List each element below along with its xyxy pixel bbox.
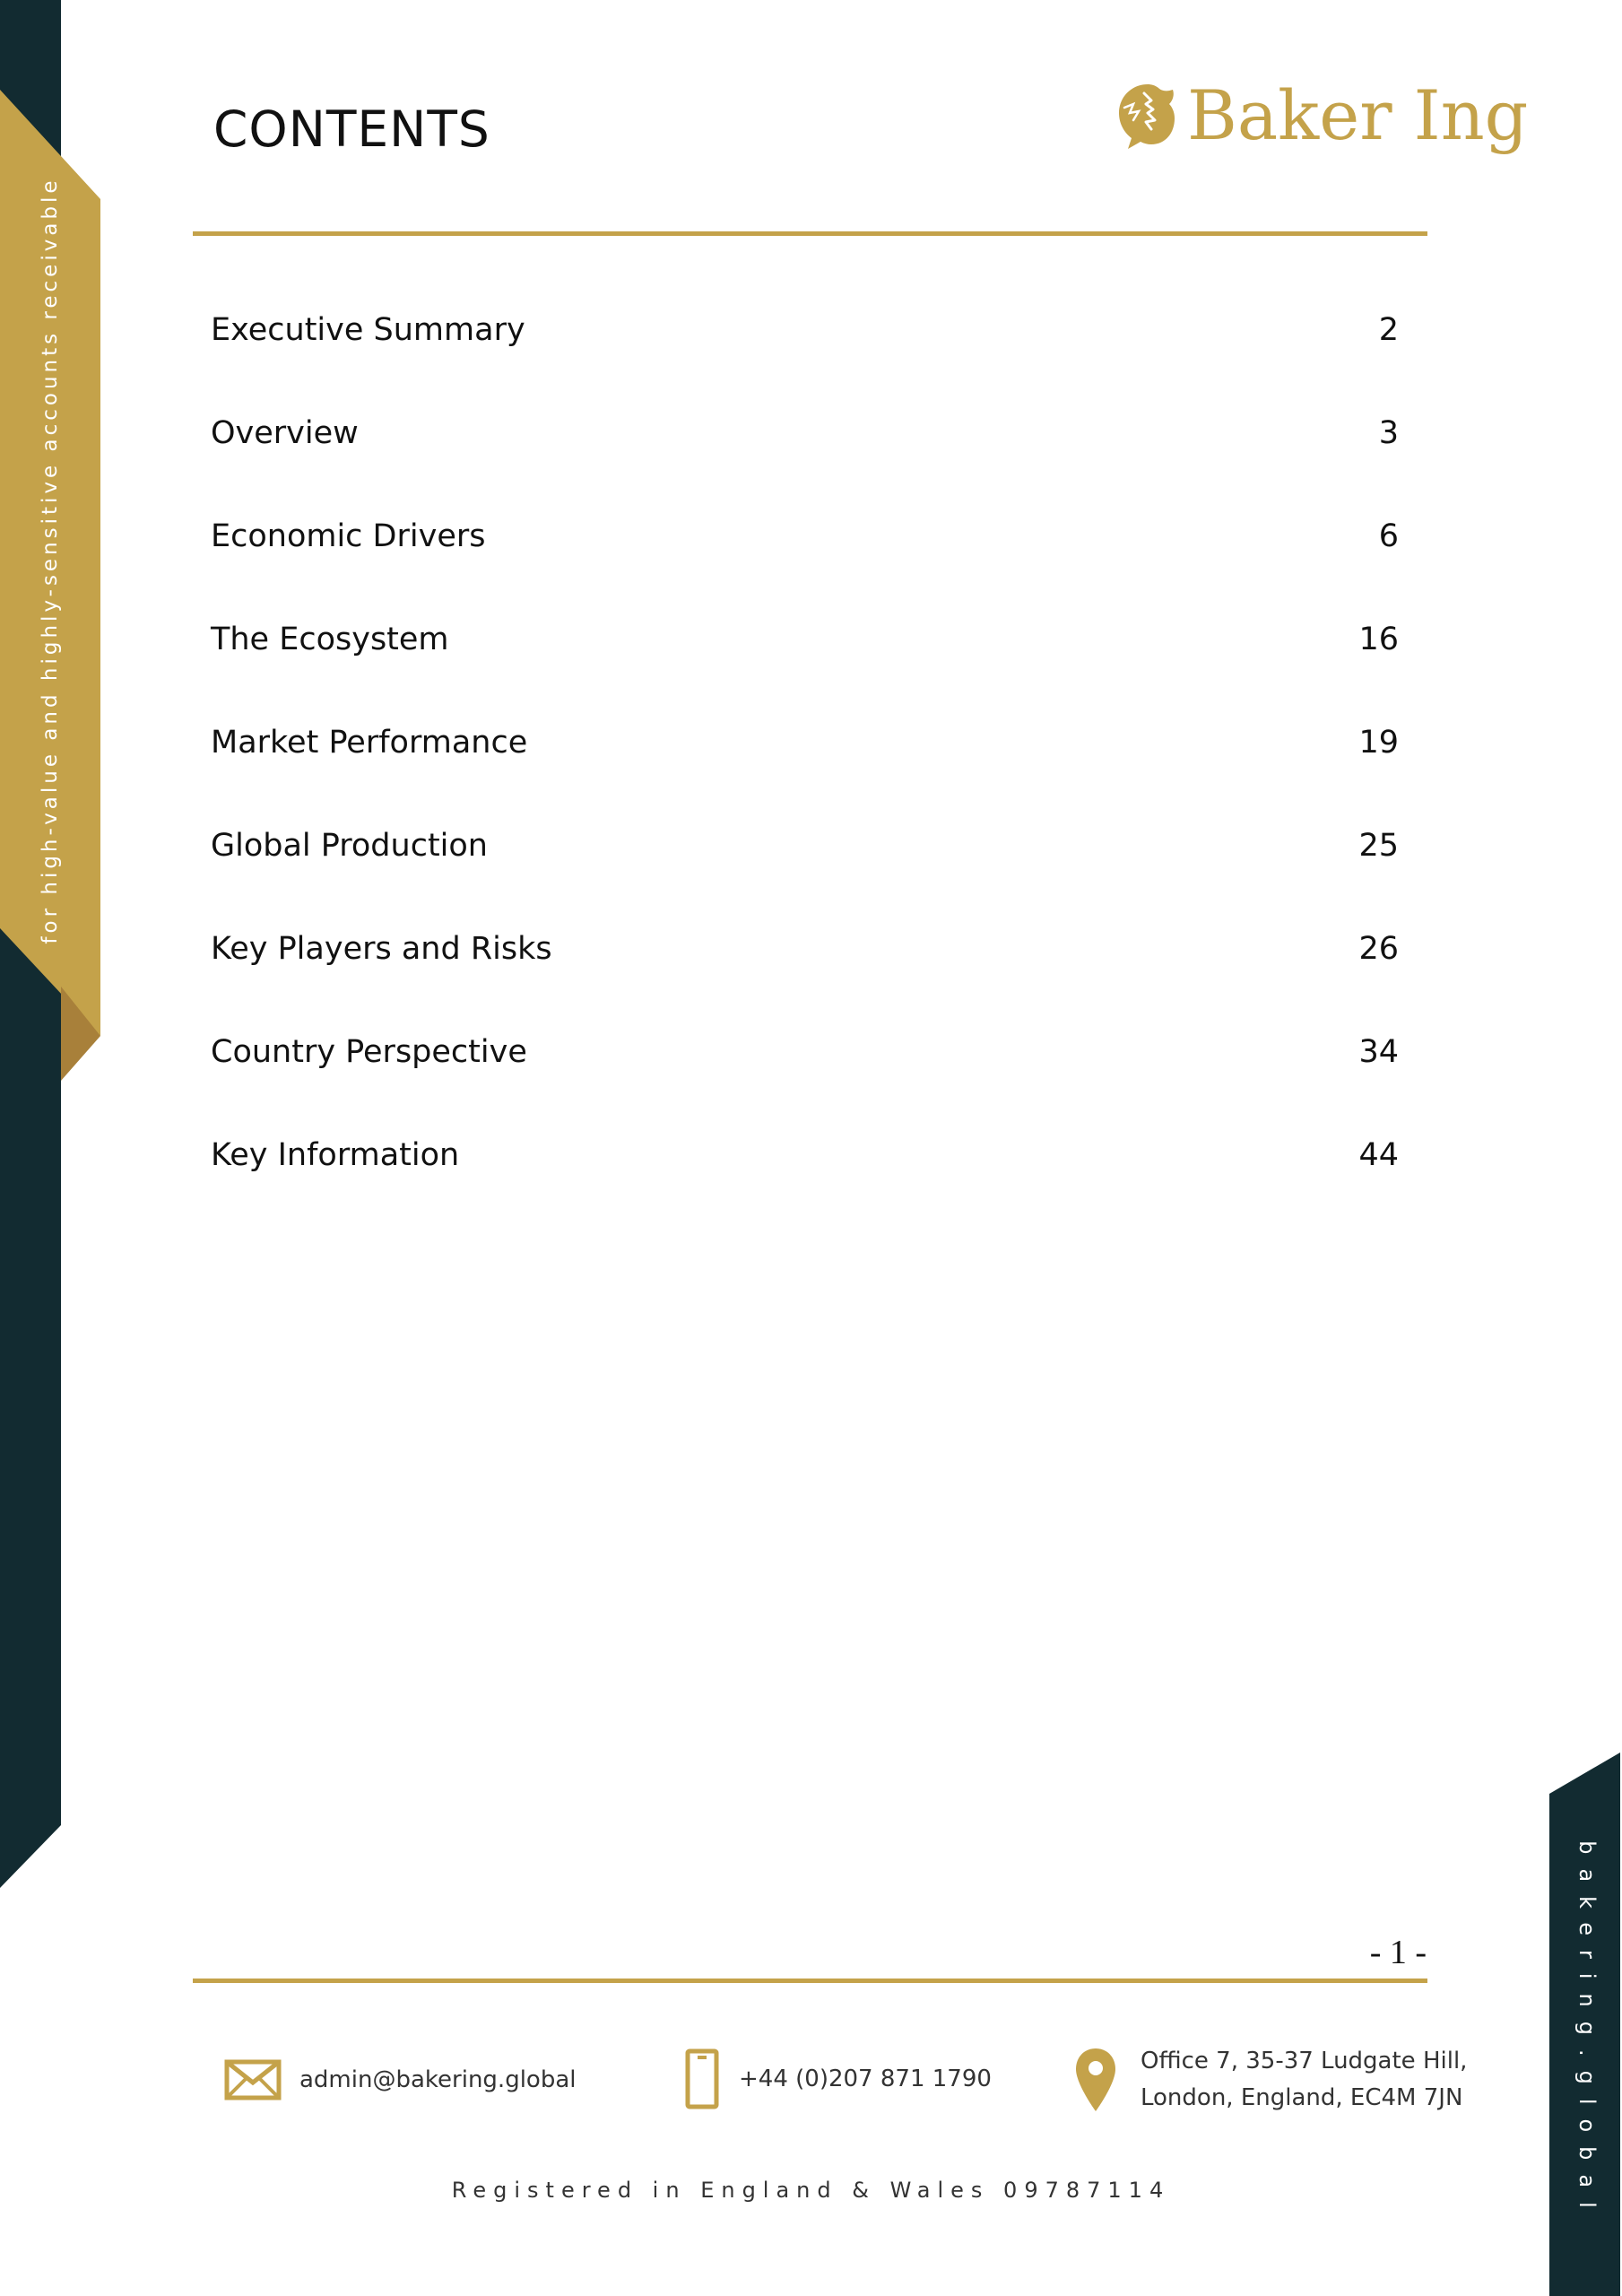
toc-item-page: 26	[1358, 931, 1399, 967]
contact-phone[interactable]	[685, 2048, 992, 2109]
header-divider	[193, 231, 1427, 236]
page-number: - 1 -	[1369, 1934, 1427, 1971]
registration-note: Registered in England & Wales 09787114	[451, 2178, 1171, 2203]
toc-item-key-players-and-risks[interactable]	[211, 931, 1399, 1034]
envelope-icon	[224, 2059, 282, 2100]
address-line-1: Office 7, 35-37 Ludgate Hill,	[1141, 2048, 1468, 2074]
address-line-2: London, England, EC4M 7JN	[1141, 2084, 1463, 2111]
toc-item-page: 3	[1378, 415, 1399, 451]
contact-email[interactable]	[224, 2059, 576, 2100]
toc-item-page: 34	[1358, 1034, 1399, 1070]
toc-item-page: 16	[1358, 622, 1399, 657]
side-tab-website: bakering.global	[1574, 1840, 1600, 2222]
toc-item-market-performance[interactable]	[211, 725, 1399, 828]
toc-item-label: Economic Drivers	[211, 518, 486, 554]
toc-item-page: 25	[1358, 828, 1399, 864]
toc-item-label: Key Information	[211, 1137, 460, 1173]
logo-wordmark: Baker Ing	[1187, 75, 1529, 155]
ribbon-tagline: for high-value and highly-sensitive accounts receivable	[39, 177, 62, 944]
toc-item-label: The Ecosystem	[211, 622, 449, 657]
toc-item-key-information[interactable]	[211, 1137, 1399, 1240]
phone-number[interactable]: +44 (0)207 871 1790	[739, 2066, 992, 2092]
toc-item-economic-drivers[interactable]	[211, 518, 1399, 622]
contact-address	[1074, 2043, 1467, 2117]
lion-logo-icon	[1112, 81, 1178, 151]
toc-item-page: 2	[1378, 312, 1399, 348]
toc-item-page: 44	[1358, 1137, 1399, 1173]
phone-icon	[685, 2048, 719, 2109]
toc-item-label: Overview	[211, 415, 359, 451]
table-of-contents	[211, 312, 1399, 1240]
toc-item-page: 19	[1358, 725, 1399, 761]
toc-item-label: Global Production	[211, 828, 488, 864]
toc-item-label: Country Perspective	[211, 1034, 527, 1070]
email-link[interactable]: admin@bakering.global	[299, 2066, 577, 2093]
company-logo	[1112, 75, 1529, 155]
toc-item-executive-summary[interactable]	[211, 312, 1399, 415]
toc-item-label: Market Performance	[211, 725, 528, 761]
toc-item-label: Executive Summary	[211, 312, 525, 348]
page-title: CONTENTS	[213, 100, 490, 158]
toc-item-label: Key Players and Risks	[211, 931, 552, 967]
location-pin-icon	[1074, 2047, 1117, 2113]
toc-item-page: 6	[1378, 518, 1399, 554]
toc-item-overview[interactable]	[211, 415, 1399, 518]
toc-item-country-perspective[interactable]	[211, 1034, 1399, 1137]
toc-item-the-ecosystem[interactable]	[211, 622, 1399, 725]
toc-item-global-production[interactable]	[211, 828, 1399, 931]
footer-divider	[193, 1979, 1427, 1983]
